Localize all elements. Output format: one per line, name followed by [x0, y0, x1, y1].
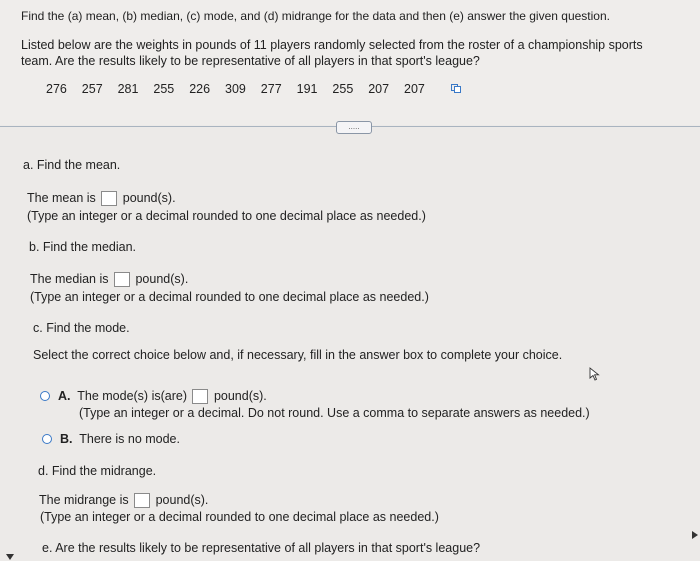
part-d-prefix: The midrange is — [39, 493, 129, 507]
part-c-label: c. Find the mode. — [33, 321, 130, 335]
part-a-suffix: pound(s). — [122, 191, 176, 205]
data-values: 276 257 281 255 226 309 277 191 255 207 207 — [46, 82, 425, 96]
expand-button[interactable]: ..... — [336, 121, 372, 134]
part-d-answer-row — [39, 493, 208, 508]
part-b-label: b. Find the median. — [29, 240, 137, 254]
instruction-text: Find the (a) mean, (b) median, (c) mode, and (d) midrange for the data and then (e) answer the given question. — [21, 9, 610, 23]
choice-b-letter: B. — [60, 432, 73, 446]
problem-line-1: Listed below are the weights in pounds of 11 players randomly selected from the roster of a championship sports — [21, 38, 643, 52]
part-d-suffix: pound(s). — [155, 493, 209, 507]
mean-answer-box[interactable] — [101, 191, 117, 206]
choice-a-row — [58, 389, 267, 404]
choice-a-hint: (Type an integer or a decimal. Do not round. Use a comma to separate answers as needed.) — [79, 406, 590, 420]
scroll-left-arrow-icon[interactable] — [6, 554, 14, 560]
choice-a-suffix: pound(s). — [213, 389, 267, 403]
choice-b-radio[interactable] — [42, 434, 52, 444]
midrange-answer-box[interactable] — [134, 493, 150, 508]
scroll-right-arrow-icon[interactable] — [692, 531, 698, 539]
problem-line-2: team. Are the results likely to be representative of all players in that sport's league? — [21, 54, 480, 68]
mode-answer-box[interactable] — [192, 389, 208, 404]
choice-a-prefix: The mode(s) is(are) — [77, 389, 187, 403]
part-b-prefix: The median is — [30, 272, 109, 286]
choice-a-letter: A. — [58, 389, 71, 403]
part-b-answer-row — [30, 272, 188, 287]
median-answer-box[interactable] — [114, 272, 130, 287]
part-a-hint: (Type an integer or a decimal rounded to one decimal place as needed.) — [27, 209, 426, 223]
part-b-suffix: pound(s). — [135, 272, 189, 286]
part-d-label: d. Find the midrange. — [38, 464, 157, 478]
part-a-prefix: The mean is — [27, 191, 96, 205]
choice-a-radio[interactable] — [40, 391, 50, 401]
part-e-label: e. Are the results likely to be representative of all players in that sport's league? — [42, 541, 481, 555]
copy-icon[interactable] — [451, 84, 461, 93]
choice-b-text: There is no mode. — [79, 432, 180, 446]
part-a-label: a. Find the mean. — [23, 158, 121, 172]
part-a-answer-row — [27, 191, 176, 206]
part-c-instruction: Select the correct choice below and, if necessary, fill in the answer box to complete your choice. — [33, 348, 563, 362]
mouse-cursor-icon — [589, 367, 601, 381]
part-d-hint: (Type an integer or a decimal rounded to one decimal place as needed.) — [40, 510, 439, 524]
part-b-hint: (Type an integer or a decimal rounded to one decimal place as needed.) — [30, 290, 429, 304]
choice-b-row — [60, 432, 180, 446]
